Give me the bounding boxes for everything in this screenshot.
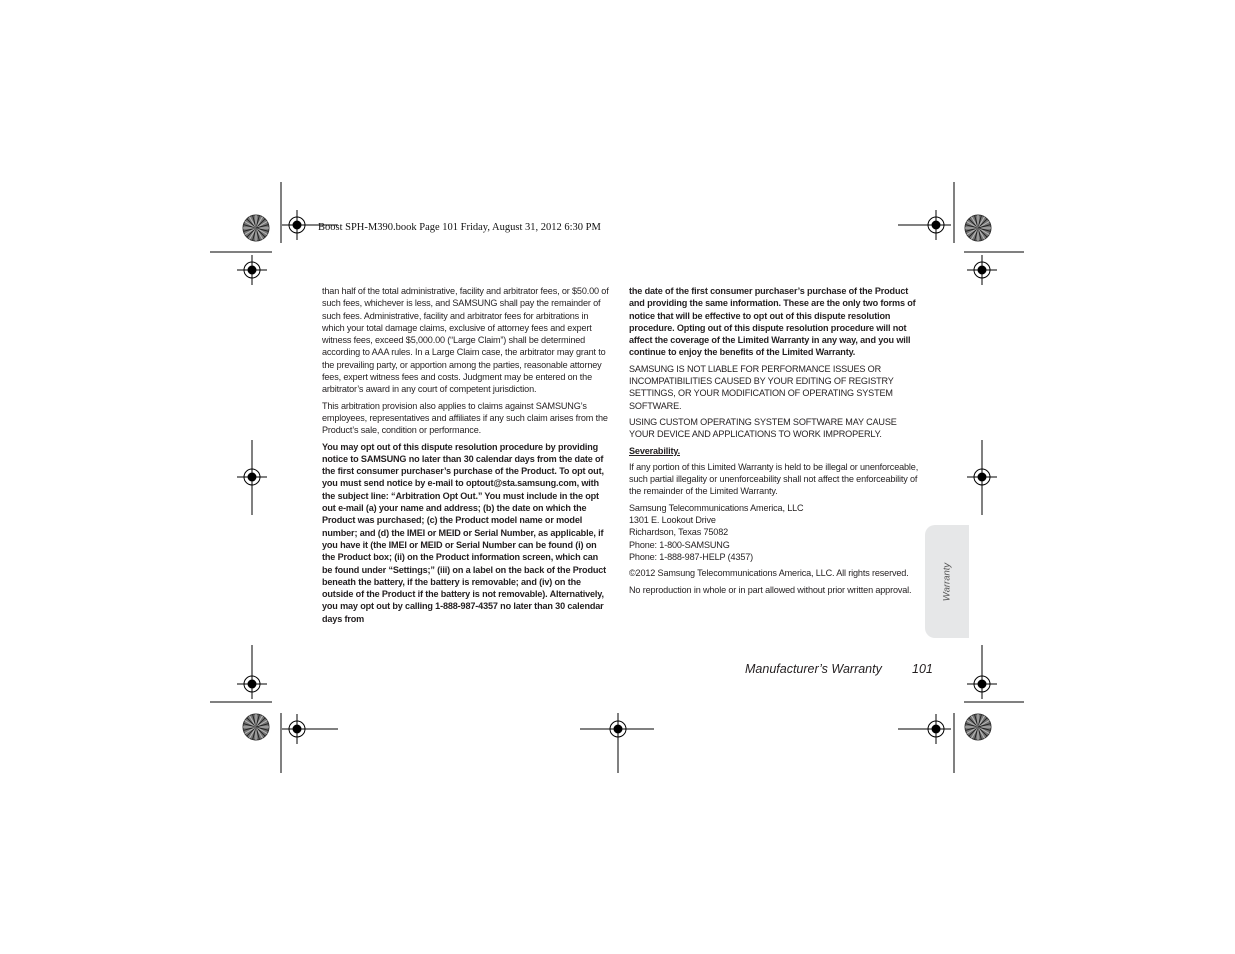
side-tab-label: Warranty <box>941 562 953 601</box>
right-column <box>629 285 919 600</box>
registration-mark <box>921 714 951 744</box>
paragraph-arbitration-fees: than half of the total administrative, facility and arbitrator fees, or $50.00 of such fees, whichever is less, and SAMSUNG shall pay the remainder of such fees. Administrative, facility and arbitrator fees for arbitrations in which your total damage claims, exclusive of attorney fees and expert witness fees, exceed $5,000.00 (“Large Claim”) shall be determined according to AAA rules. In a Large Claim case, the arbitrator may grant to the prevailing party, or apportion among the parties, reasonable attorney fees, expert witness fees and costs. Judgment may be entered on the arbitrator’s award in any court of competent jurisdiction. <box>322 286 609 395</box>
registration-mark <box>603 714 633 744</box>
address-line: Phone: 1-888-987-HELP (4357) <box>629 551 754 562</box>
starburst-mark <box>243 215 269 241</box>
registration-mark <box>921 210 951 240</box>
address-line: Phone: 1-800-SAMSUNG <box>629 539 730 550</box>
registration-mark <box>967 462 997 492</box>
paragraph-opt-out: You may opt out of this dispute resolution procedure by providing notice to SAMSUNG no later than 30 calendar days from the date of the first consumer purchaser’s purchase of the Product. To opt out, you must send notice by e-mail to optout@sta.samsung.com, with the subject line: “Arbitration Opt Out.” You must include in the opt out e-mail (a) your name and address; (b) the date on which the Product was purchased; (c) the Product model name or model number; and (d) the IMEI or MEID or Serial Number, as applicable, if you have it (the IMEI or MEID or Serial Number can be found (i) on the Product box; (ii) on the Product information screen, which can be found under “Settings;” (iii) on a label on the back of the Product beneath the battery, if the battery is removable; and (iv) on the outside of the Product if the battery is not removable). Alternatively, you may opt out by calling 1-888-987-4357 no later than 30 calendar days from <box>322 441 607 624</box>
copyright-notice: ©2012 Samsung Telecommunications America, LLC. All rights reserved. <box>629 568 909 579</box>
severability-heading: Severability. <box>629 445 680 456</box>
registration-mark <box>237 462 267 492</box>
paragraph-severability: If any portion of this Limited Warranty is held to be illegal or unenforceable, such partial illegality or unenforceability shall not affect the enforceability of the remainder of the Limited Warranty. <box>629 461 919 497</box>
address-line: Richardson, Texas 75082 <box>629 527 729 538</box>
left-column <box>322 285 610 629</box>
reproduction-notice: No reproduction in whole or in part allowed without prior written approval. <box>629 584 912 595</box>
starburst-mark <box>965 714 991 740</box>
address-block <box>629 502 919 563</box>
registration-mark <box>237 255 267 285</box>
starburst-mark <box>965 215 991 241</box>
registration-mark <box>282 210 312 240</box>
paragraph-opt-out-continued: the date of the first consumer purchaser’s purchase of the Product and providing the same information. These are the only two forms of notice that will be effective to opt out of this dispute resolution procedure. Opting out of this dispute resolution procedure will not affect the coverage of the Limited Warranty in any way, and you will continue to enjoy the benefits of the Limited Warranty. <box>629 286 916 358</box>
starburst-mark <box>243 714 269 740</box>
running-header: Boost SPH-M390.book Page 101 Friday, August 31, 2012 6:30 PM <box>318 222 601 233</box>
registration-mark <box>282 714 312 744</box>
page-number: 101 <box>912 662 933 676</box>
paragraph-not-liable: SAMSUNG IS NOT LIABLE FOR PERFORMANCE ISSUES OR INCOMPATIBILITIES CAUSED BY YOUR EDITING OF REGISTRY SETTINGS, OR YOUR MODIFICATION OF OPERATING SYSTEM SOFTWARE. <box>629 363 894 411</box>
footer-title: Manufacturer’s Warranty <box>745 662 882 676</box>
paragraph-arbitration-scope: This arbitration provision also applies to claims against SAMSUNG’s employees, representatives and affiliates if any such claim arises from the Product’s sale, condition or performance. <box>322 400 608 436</box>
registration-mark <box>967 255 997 285</box>
registration-mark <box>237 669 267 699</box>
registration-mark <box>967 669 997 699</box>
address-line: Samsung Telecommunications America, LLC <box>629 502 804 513</box>
address-line: 1301 E. Lookout Drive <box>629 515 716 526</box>
section-side-tab <box>925 525 969 638</box>
paragraph-custom-os: USING CUSTOM OPERATING SYSTEM SOFTWARE MAY CAUSE YOUR DEVICE AND APPLICATIONS TO WORK IMPROPERLY. <box>629 416 897 440</box>
